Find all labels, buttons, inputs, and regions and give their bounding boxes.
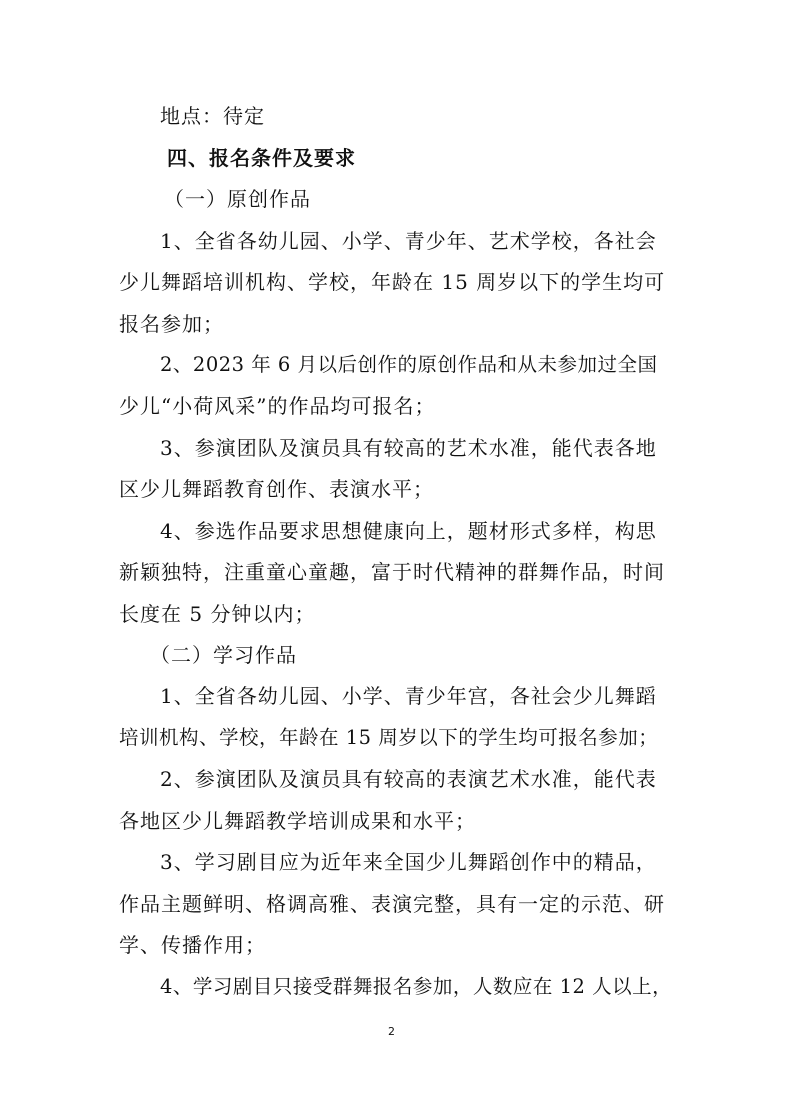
location-line: 地点：待定 [160, 104, 265, 128]
original-p1-line1: 1、全省各幼儿园、小学、青少年、艺术学校，各社会 [160, 229, 657, 253]
page-number: 2 [388, 1025, 395, 1038]
study-p4-line1: 4、学习剧目只接受群舞报名参加，人数应在 12 人以上， [160, 975, 673, 998]
original-p2-line1: 2、2023 年 6 月以后创作的原创作品和从未参加过全国 [160, 353, 658, 376]
study-p2-line2: 各地区少儿舞蹈教学培训成果和水平； [119, 809, 476, 833]
subheading-study-works: （二）学习作品 [150, 643, 297, 667]
study-p2-line1: 2、参演团队及演员具有较高的表演艺术水准，能代表 [160, 767, 657, 791]
study-p1-line1: 1、全省各幼儿园、小学、青少年宫，各社会少儿舞蹈 [160, 684, 657, 708]
original-p3-line1: 3、参演团队及演员具有较高的艺术水准，能代表各地 [160, 436, 657, 460]
original-p1-line2: 少儿舞蹈培训机构、学校，年龄在 15 周岁以下的学生均可 [119, 270, 666, 294]
original-p1-line3: 报名参加； [119, 312, 224, 336]
original-p4-line2: 新颖独特，注重童心童趣，富于时代精神的群舞作品，时间 [119, 560, 665, 584]
subheading-original-works: （一）原创作品 [164, 187, 311, 211]
study-p3-line2: 作品主题鲜明、格调高雅、表演完整，具有一定的示范、研 [119, 892, 665, 916]
original-p4-line1: 4、参选作品要求思想健康向上，题材形式多样，构思 [160, 519, 657, 543]
study-p3-line1: 3、学习剧目应为近年来全国少儿舞蹈创作中的精品， [160, 850, 657, 874]
study-p1-line2: 培训机构、学校，年龄在 15 周岁以下的学生均可报名参加； [119, 726, 659, 749]
original-p4-line3: 长度在 5 分钟以内； [119, 602, 316, 626]
original-p3-line2: 区少儿舞蹈教育创作、表演水平； [119, 477, 434, 501]
study-p3-line3: 学、传播作用； [119, 933, 266, 957]
original-p2-line2: 少儿“小荷风采”的作品均可报名； [119, 394, 436, 418]
section-heading-registration: 四、报名条件及要求 [167, 146, 356, 170]
